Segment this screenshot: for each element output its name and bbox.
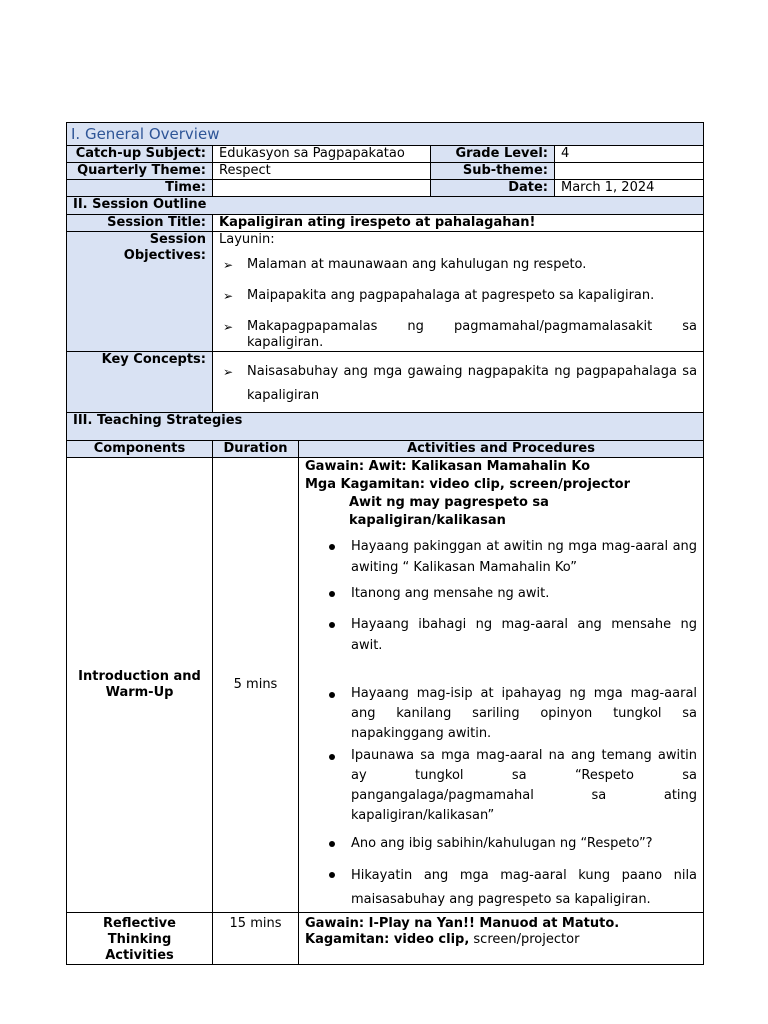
objectives-intro: Layunin: — [219, 232, 275, 247]
intro-step-item: Hayaang pakinggan at awitin ng mga mag-aaral ang awiting “ Kalikasan Mamahalin Ko” — [351, 536, 697, 578]
reflective-duration: 15 mins — [213, 913, 299, 965]
session-title-value: Kapaligiran ating irespeto at pahalagahan! — [213, 215, 704, 232]
date-label: Date: — [431, 180, 555, 197]
intro-step-item: Hayaang mag-isip at ipahayag ng mga mag-aaral ang kanilang sariling opinyon tungkol sa napakinggang awitin. — [351, 684, 697, 744]
reflective-kagamitan-label: Kagamitan: video clip, — [305, 932, 470, 947]
intro-component-line-1: Introduction and — [78, 669, 201, 684]
duration-header: Duration — [213, 441, 299, 458]
objectives-label-line-2: Objectives: — [123, 248, 206, 263]
intro-step-item: Hikayatin ang mga mag-aaral kung paano nila maisasabuhay ang pagrespeto sa kapaligiran. — [351, 864, 697, 912]
date-value: March 1, 2024 — [555, 180, 704, 197]
reflective-kagamitan — [305, 932, 697, 948]
reflective-component-line-2: Thinking Activities — [105, 932, 174, 963]
reflective-component-cell — [67, 913, 213, 965]
general-overview-heading: I. General Overview — [67, 123, 704, 146]
theme-value: Respect — [213, 163, 431, 180]
subtheme-label: Sub-theme: — [431, 163, 555, 180]
objective-item: ➢ Malaman at maunawaan ang kahulugan ng respeto. — [247, 257, 697, 273]
lesson-plan-document — [66, 122, 703, 965]
teaching-strategies-table — [66, 412, 704, 965]
reflective-gawain: Gawain: I-Play na Yan!! Manuod at Matuto. — [305, 916, 620, 931]
subject-value: Edukasyon sa Pagpapakatao — [213, 146, 431, 163]
time-value — [213, 180, 431, 197]
theme-label: Quarterly Theme: — [67, 163, 213, 180]
intro-subtitle: Awit ng may pagrespeto sa kapaligiran/kalikasan — [349, 495, 549, 528]
subject-label: Catch-up Subject: — [67, 146, 213, 163]
intro-step-item: Hayaang ibahagi ng mag-aaral ang mensahe ng awit. — [351, 614, 697, 656]
key-concepts-label: Key Concepts: — [67, 352, 213, 413]
intro-component-line-2: Warm-Up — [105, 685, 174, 700]
overview-table — [66, 122, 704, 413]
reflective-activities-cell — [299, 913, 704, 965]
key-concepts-list — [219, 360, 697, 408]
intro-duration: 5 mins — [213, 458, 299, 913]
reflective-component-line-1: Reflective — [103, 916, 176, 931]
key-concepts-cell — [213, 352, 704, 413]
objective-item: ➢ Makapagpapamalas ng pagmamahal/pagmamalasakit sa kapaligiran. — [247, 319, 697, 351]
intro-step-item: Ipaunawa sa mga mag-aaral na ang temang awitin ay tungkol sa “Respeto sa pangangalaga/pagmamahal sa ating kapaligiran/kalikasan” — [351, 746, 697, 826]
teaching-strategies-heading: III. Teaching Strategies — [67, 413, 704, 441]
reflective-kagamitan-rest: screen/projector — [469, 932, 580, 947]
components-header: Components — [67, 441, 213, 458]
objectives-label — [67, 232, 213, 352]
intro-step-item: Itanong ang mensahe ng awit. — [351, 583, 697, 604]
intro-step-item: Ano ang ibig sabihin/kahulugan ng “Respeto”? — [351, 833, 697, 854]
objective-item: ➢ Maipapakita ang pagpapahalaga at pagrespeto sa kapaligiran. — [247, 288, 697, 304]
objectives-cell — [213, 232, 704, 352]
intro-gawain: Gawain: Awit: Kalikasan Mamahalin Ko — [305, 459, 591, 474]
intro-activities-cell — [299, 458, 704, 913]
subtheme-value — [555, 163, 704, 180]
key-concept-item: ➢ Naisasabuhay ang mga gawaing nagpapakita ng pagpapahalaga sa kapaligiran — [247, 360, 697, 408]
intro-kagamitan: Mga Kagamitan: video clip, screen/projector — [305, 477, 631, 492]
session-outline-heading: II. Session Outline — [67, 197, 704, 215]
objectives-label-line-1: Session — [149, 232, 206, 247]
activities-header: Activities and Procedures — [299, 441, 704, 458]
time-label: Time: — [67, 180, 213, 197]
grade-label: Grade Level: — [431, 146, 555, 163]
objectives-list — [219, 257, 697, 351]
session-title-label: Session Title: — [67, 215, 213, 232]
grade-value: 4 — [555, 146, 704, 163]
intro-steps-list — [305, 536, 697, 912]
intro-component-cell — [67, 458, 213, 913]
